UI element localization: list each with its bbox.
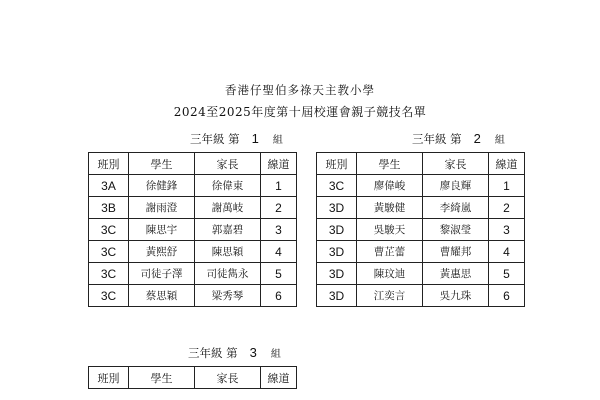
parent-cell: 李綺嵐 [423, 197, 489, 219]
class-cell: 3B [89, 197, 129, 219]
group-3-table [88, 366, 297, 389]
group-1-heading [190, 131, 283, 147]
class-cell: 3A [89, 175, 129, 197]
group-1-suffix: 組 [272, 135, 283, 146]
lane-cell: 3 [489, 219, 525, 241]
class-column-header: 班別 [317, 153, 357, 175]
table-row [317, 285, 525, 307]
table-row [89, 197, 297, 219]
parent-cell: 黃惠思 [423, 263, 489, 285]
parent-cell: 吳九珠 [423, 285, 489, 307]
student-cell: 陳玟迪 [357, 263, 423, 285]
group-3-heading [188, 345, 281, 361]
student-cell: 徐健鋒 [129, 175, 195, 197]
student-column-header: 學生 [129, 367, 195, 389]
parent-cell: 徐偉東 [195, 175, 261, 197]
group-1-prefix: 三年級 第 [190, 132, 240, 146]
student-cell: 吳駿天 [357, 219, 423, 241]
class-cell: 3D [317, 241, 357, 263]
parent-column-header: 家長 [195, 367, 261, 389]
table-row [317, 241, 525, 263]
class-cell: 3C [89, 219, 129, 241]
class-cell: 3D [317, 219, 357, 241]
parent-cell: 陳思穎 [195, 241, 261, 263]
group-3-number: 3 [249, 345, 257, 360]
group-1-table [88, 152, 297, 307]
student-column-header: 學生 [357, 153, 423, 175]
lane-cell: 2 [261, 197, 297, 219]
student-cell: 曹芷蕾 [357, 241, 423, 263]
class-cell: 3C [89, 285, 129, 307]
table-header-row [317, 153, 525, 175]
parent-cell: 黎淑瑩 [423, 219, 489, 241]
lane-column-header: 線道 [261, 153, 297, 175]
group-2-table [316, 152, 525, 307]
parent-cell: 謝萬岐 [195, 197, 261, 219]
class-cell: 3C [89, 241, 129, 263]
class-column-header: 班別 [89, 367, 129, 389]
group-1-number: 1 [251, 131, 259, 146]
table-header-row [89, 367, 297, 389]
student-cell: 廖偉峻 [357, 175, 423, 197]
group-2-suffix: 組 [494, 135, 505, 146]
class-cell: 3C [89, 263, 129, 285]
lane-cell: 1 [261, 175, 297, 197]
group-3-prefix: 三年級 第 [188, 346, 238, 360]
parent-column-header: 家長 [423, 153, 489, 175]
lane-cell: 5 [261, 263, 297, 285]
table-row [317, 197, 525, 219]
school-name: 香港仔聖伯多祿天主教小學 [225, 83, 375, 97]
parent-cell: 司徒雋永 [195, 263, 261, 285]
table-row [89, 241, 297, 263]
table-row [317, 263, 525, 285]
class-cell: 3D [317, 285, 357, 307]
parent-column-header: 家長 [195, 153, 261, 175]
lane-cell: 3 [261, 219, 297, 241]
class-cell: 3D [317, 263, 357, 285]
table-row [89, 175, 297, 197]
group-1-rows [89, 175, 297, 307]
student-cell: 謝雨澄 [129, 197, 195, 219]
lane-cell: 6 [489, 285, 525, 307]
parent-cell: 廖良輝 [423, 175, 489, 197]
student-cell: 司徒子澤 [129, 263, 195, 285]
parent-cell: 郭嘉碧 [195, 219, 261, 241]
student-cell: 黃駿健 [357, 197, 423, 219]
lane-column-header: 線道 [261, 367, 297, 389]
event-title: 2024至2025年度第十屆校運會親子競技名單 [173, 105, 427, 119]
group-2-prefix: 三年級 第 [412, 132, 462, 146]
student-column-header: 學生 [129, 153, 195, 175]
lane-cell: 1 [489, 175, 525, 197]
lane-cell: 6 [261, 285, 297, 307]
student-cell: 江奕言 [357, 285, 423, 307]
table-header-row [89, 153, 297, 175]
student-cell: 黃熙舒 [129, 241, 195, 263]
table-row [89, 263, 297, 285]
lane-cell: 5 [489, 263, 525, 285]
group-2-rows [317, 175, 525, 307]
lane-cell: 4 [261, 241, 297, 263]
lane-column-header: 線道 [489, 153, 525, 175]
parent-cell: 梁秀琴 [195, 285, 261, 307]
group-2-heading [412, 131, 505, 147]
table-row [317, 175, 525, 197]
table-row [89, 219, 297, 241]
class-column-header: 班別 [89, 153, 129, 175]
parent-cell: 曹耀邦 [423, 241, 489, 263]
class-cell: 3C [317, 175, 357, 197]
table-row [89, 285, 297, 307]
group-3-suffix: 組 [270, 349, 281, 360]
student-cell: 蔡思穎 [129, 285, 195, 307]
lane-cell: 2 [489, 197, 525, 219]
class-cell: 3D [317, 197, 357, 219]
student-cell: 陳思宇 [129, 219, 195, 241]
group-2-number: 2 [473, 131, 481, 146]
table-row [317, 219, 525, 241]
lane-cell: 4 [489, 241, 525, 263]
